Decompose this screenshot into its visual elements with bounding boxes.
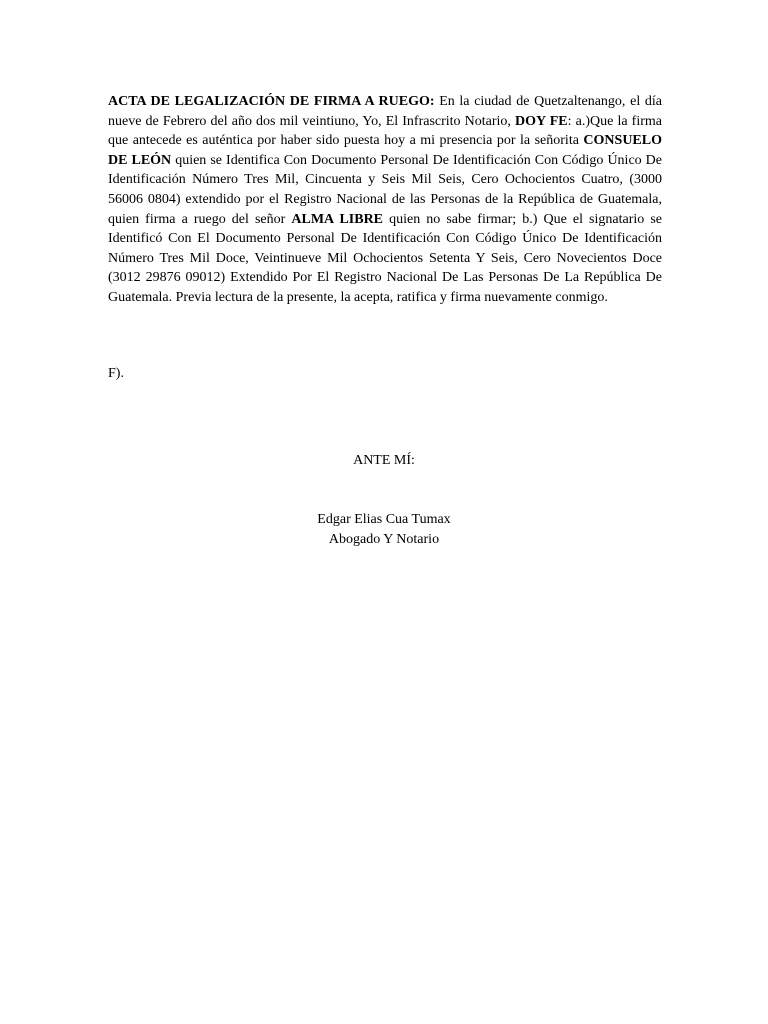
act-text-part-2: : a.)Que la firma que antecede es auténtica por haber sido puesta hoy a mi presencia por la señorita xyxy=(108,113,662,149)
requester-name: ALMA LIBRE xyxy=(291,211,384,227)
act-text-part-4: quien no sabe firmar; b.) Que el signatario se Identificó Con El Documento Personal De Identificación Con Código Único De Identificación Número Tres Mil Doce, Veintinueve Mil Ochocientos Setenta Y Seis, Cero Novecientos Doce (3012 29876 09012) Extendido Por El Registro Nacional De Las Personas De La República De Guatemala. Previa lectura de la presente, la acepta, ratifica y firma nuevamente conmigo. xyxy=(108,211,662,305)
act-text-part-3: quien se Identifica Con Documento Personal De Identificación Con Código Único De Identificación Número Tres Mil, Cincuenta y Seis Mil Seis, Cero Ochocientos Cuatro, (3000 56006 0804) extendido por el Registro Nacional de las Personas de la República de Guatemala, quien firma a ruego del señor xyxy=(108,152,663,227)
ante-mi-label: ANTE MÍ: xyxy=(353,453,415,468)
notary-block xyxy=(0,510,768,549)
notary-title: Abogado Y Notario xyxy=(328,531,440,547)
act-text-part-1: En la ciudad de Quetzaltenango, el día nueve de Febrero del año dos mil veintiuno, Yo, El Infrascrito Notario, xyxy=(108,94,662,129)
signer-name: CONSUELO DE LEÓN xyxy=(108,133,662,168)
doy-fe-label: DOY FE xyxy=(515,113,568,129)
signature-mark: F). xyxy=(108,366,124,381)
act-heading: ACTA DE LEGALIZACIÓN DE FIRMA A RUEGO: xyxy=(108,94,435,109)
notary-name: Edgar Elias Cua Tumax xyxy=(317,512,451,527)
legalization-act-paragraph xyxy=(108,92,662,308)
